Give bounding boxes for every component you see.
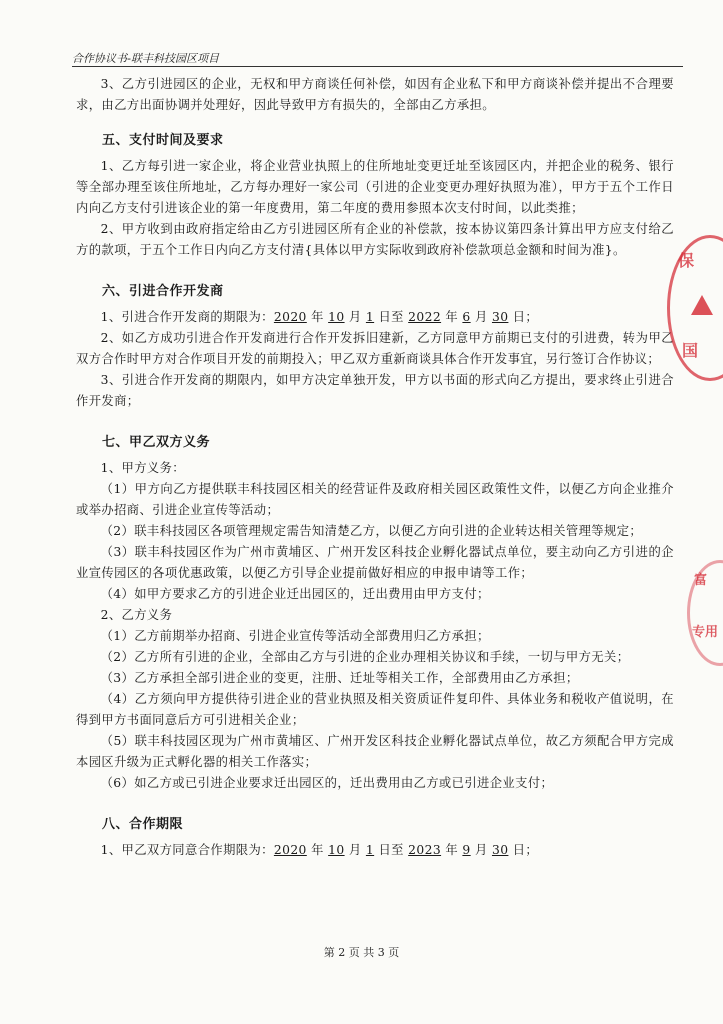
- s6-start-day: 1: [365, 310, 375, 324]
- day-end-word: 日；: [512, 843, 539, 857]
- section-6-paragraph-1: [76, 307, 674, 328]
- section-5-paragraph-1: 1、乙方每引进一家企业，将企业营业执照上的住所地址变更迁址至该园区内，并把企业的税务、银行等全部办理至该住所地址，乙方每办理好一家公司（引进的企业变更办理好执照为准），甲方于五个工作日内向乙方支付引进该企业的第一年度费用，第二年度的费用参照本次支付时间，以此类推；: [76, 159, 674, 215]
- section-8-paragraph-1: [76, 840, 674, 861]
- month-word: 月: [348, 310, 362, 324]
- s6-prefix: 1、引进合作开发商的期限为：: [100, 310, 274, 324]
- section-8-title: 八、合作期限: [102, 817, 184, 832]
- s8-start-month: 10: [328, 843, 345, 857]
- party-a-duty-2: （2）联丰科技园区各项管理规定需告知清楚乙方，以便乙方向引进的企业转达相关管理等规定；: [100, 524, 643, 538]
- s6-end-day: 30: [491, 310, 509, 324]
- month-word: 月: [348, 843, 362, 857]
- section-7-title: 七、甲乙双方义务: [102, 435, 211, 450]
- year-word: 年: [311, 843, 324, 857]
- document-header: 合作协议书-联丰科技园区项目: [72, 52, 219, 65]
- section-6-paragraph-2: 2、如乙方成功引进合作开发商进行合作开发拆旧建新，乙方同意甲方前期已支付的引进费，转为甲乙双方合作时甲方对合作项目开发的前期投入；甲乙双方重新商谈具体合作开发事宜，另行签订合作协议；: [76, 331, 674, 366]
- party-a-duty-3: （3）联丰科技园区作为广州市黄埔区、广州开发区科技企业孵化器试点单位，要主动向乙方引进的企业宣传园区的各项优惠政策，以便乙方引导企业提前做好相应的申报申请等工作；: [76, 545, 674, 580]
- seal-char: 富: [694, 573, 708, 588]
- party-a-duty-4: （4）如甲方要求乙方的引进企业迁出园区的，迁出费用由甲方支付；: [100, 587, 490, 601]
- s6-start-month: 10: [328, 310, 345, 324]
- section-5-title: 五、支付时间及要求: [102, 133, 224, 148]
- s6-end-month: 6: [462, 310, 471, 324]
- section-6-title: 六、引进合作开发商: [102, 284, 224, 299]
- s6-end-year: 2022: [408, 310, 442, 324]
- s8-prefix: 1、甲乙双方同意合作期限为：: [100, 843, 274, 857]
- party-b-duty-5: （5）联丰科技园区现为广州市黄埔区、广州开发区科技企业孵化器试点单位，故乙方须配合甲方完成本园区升级为正式孵化器的相关工作落实；: [76, 734, 674, 769]
- s8-end-day: 30: [491, 843, 509, 857]
- section-6-paragraph-3: 3、引进合作开发商的期限内，如甲方决定单独开发，甲方以书面的形式向乙方提出，要求终止引进合作开发商；: [76, 373, 674, 408]
- month-word: 月: [474, 843, 488, 857]
- section-7-sub-2: 2、乙方义务: [100, 608, 173, 622]
- day-to-word: 日至: [378, 843, 404, 857]
- party-a-duty-1: （1）甲方向乙方提供联丰科技园区相关的经营证件及政府相关园区政策性文件，以便乙方向企业推介或举办招商、引进企业宣传等活动；: [76, 482, 674, 517]
- month-word: 月: [474, 310, 488, 324]
- seal-char: 保: [678, 251, 695, 270]
- seal-char: 国: [682, 341, 699, 360]
- section-7-sub-1: 1、甲方义务：: [100, 461, 185, 475]
- year-word: 年: [445, 310, 459, 324]
- intro-paragraph: 3、乙方引进园区的企业，无权和甲方商谈任何补偿，如因有企业私下和甲方商谈补偿并提出不合理要求，由乙方出面协调并处理好，因此导致甲方有损失的，全部由乙方承担。: [76, 77, 674, 112]
- seal-star-icon: [691, 295, 713, 315]
- s8-end-year: 2023: [408, 843, 442, 857]
- party-b-duty-1: （1）乙方前期举办招商、引进企业宣传等活动全部费用归乙方承担；: [100, 629, 490, 643]
- seal-char: 专用: [692, 625, 719, 640]
- party-b-duty-4: （4）乙方须向甲方提供待引进企业的营业执照及相关资质证件复印件、具体业务和税收产值说明，在得到甲方书面同意后方可引进相关企业；: [76, 692, 674, 727]
- section-5-paragraph-2: 2、甲方收到由政府指定给由乙方引进园区所有企业的补偿款，按本协议第四条计算出甲方应支付给乙方的款项，于五个工作日内向乙方支付清{具体以甲方实际收到政府补偿款项总金额和时间为准}。: [76, 222, 674, 257]
- day-to-word: 日至: [378, 310, 404, 324]
- year-word: 年: [311, 310, 324, 324]
- page-footer: 第 2 页 共 3 页: [323, 946, 400, 959]
- special-seal-stamp: [687, 560, 723, 666]
- s8-end-month: 9: [462, 843, 471, 857]
- s8-start-day: 1: [365, 843, 375, 857]
- header-rule: [72, 66, 683, 67]
- party-b-duty-6: （6）如乙方或已引进企业要求迁出园区的，迁出费用由乙方或已引进企业支付；: [100, 776, 554, 790]
- year-word: 年: [445, 843, 459, 857]
- document-body: [76, 74, 674, 861]
- party-b-duty-3: （3）乙方承担全部引进企业的变更，注册、迁址等相关工作，全部费用由乙方承担；: [100, 671, 579, 685]
- s6-start-year: 2020: [273, 310, 307, 324]
- s8-start-year: 2020: [273, 843, 307, 857]
- party-b-duty-2: （2）乙方所有引进的企业，全部由乙方与引进的企业办理相关协议和手续，一切与甲方无关；: [100, 650, 630, 664]
- day-end-word: 日；: [512, 310, 539, 324]
